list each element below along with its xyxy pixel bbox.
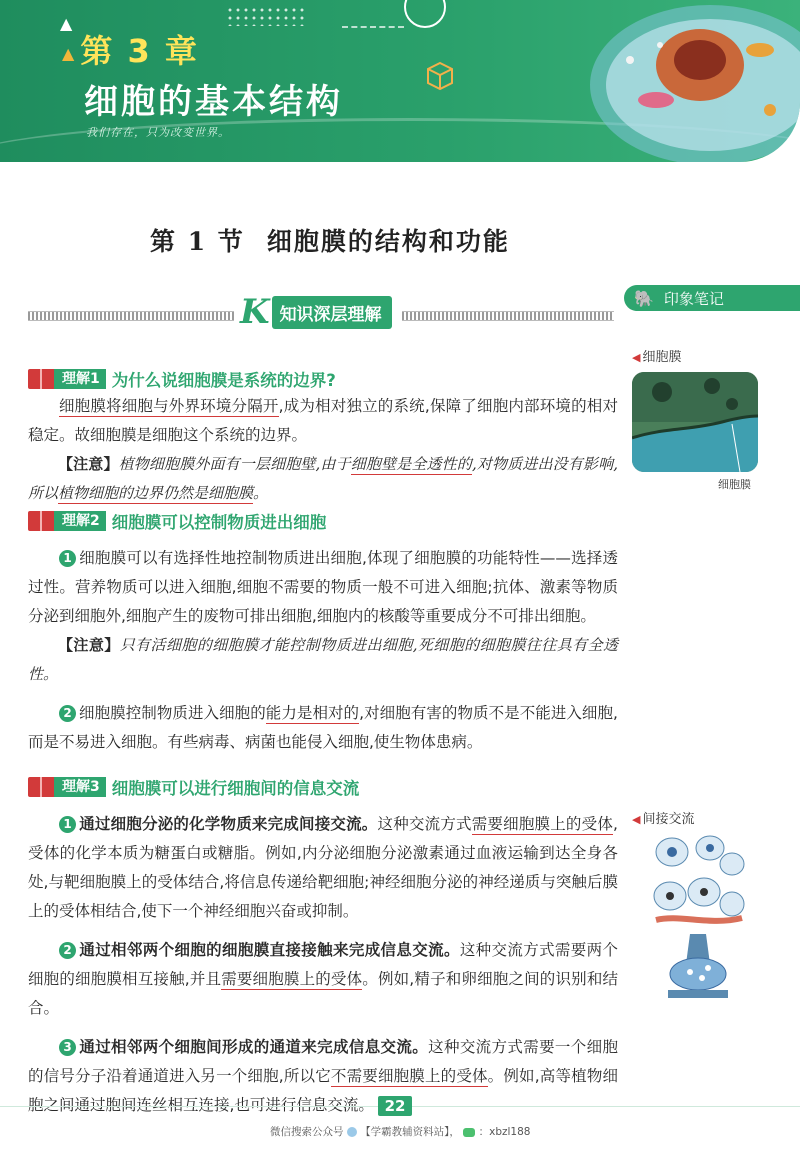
paragraph-text: ,受体的化学本质为糖蛋白或糖脂。例如,内分泌细胞分泌激素通过血液运输到达全身各处,与靶细胞膜上的受体结合,将信息传递给靶细胞;神经细胞分泌的神经递质与突触后膜上的受体相结合,使下一个神经细胞兴奋或抑制。: [28, 815, 618, 920]
section-number: 第 1 节: [150, 227, 245, 256]
note-paragraph: [28, 631, 618, 689]
point-body-3: [28, 810, 618, 1120]
point-header-1: [28, 366, 336, 392]
knowledge-letter: K: [240, 292, 270, 332]
paragraph-text: 。例如,精子和卵细胞之间的识别和结合。: [28, 970, 618, 1017]
bold-text: 通过相邻两个细胞的细胞膜直接接触来完成信息交流。: [79, 941, 460, 959]
dot-pattern: [226, 6, 306, 26]
point-title: 细胞膜可以进行细胞间的信息交流: [111, 779, 360, 798]
membrane-image: [632, 372, 758, 472]
knowledge-badge: [240, 294, 392, 330]
paragraph-text: ,成为相对独立的系统,保障了细胞内部环境的相对稳定。故细胞膜是细胞这个系统的边界。: [28, 397, 618, 444]
paragraph: [28, 544, 618, 631]
paragraph-text: 这种交流方式需要一个细胞的信号分子沿着通道进入另一个细胞,所以它: [28, 1038, 618, 1085]
membrane-micrograph: [632, 372, 758, 472]
sidebar-heading-text: 印象笔记: [663, 289, 724, 308]
watermark-text: ：xbzl188: [478, 1126, 531, 1138]
cube-icon: [424, 60, 456, 92]
note-text: 只有活细胞的细胞膜才能控制物质进出细胞,死细胞的细胞膜往往具有全透性。: [28, 636, 618, 683]
book-icon: [28, 777, 54, 797]
paragraph-text: 这种交流方式: [377, 815, 472, 833]
number-badge: 2: [59, 705, 76, 722]
point-tag: 理解2: [54, 511, 106, 531]
paragraph-text: 这种交流方式需要两个细胞的细胞膜相互接触,并且: [28, 941, 618, 988]
dashed-line: [342, 26, 404, 28]
paragraph: [28, 810, 618, 926]
pointer-icon: ◀: [632, 813, 641, 826]
info-icon: [347, 1127, 357, 1137]
note-label: 【注意】: [58, 455, 119, 473]
chat-icon: [463, 1128, 475, 1137]
bold-text: 通过细胞分泌的化学物质来完成间接交流。: [79, 815, 378, 833]
sidebar-label-text: 细胞膜: [642, 350, 682, 365]
underlined-text: 能力是相对的: [265, 704, 360, 722]
indirect-communication-diagram: [650, 834, 746, 1004]
note-text: 。: [253, 484, 269, 502]
sidebar-label-membrane: [632, 346, 681, 365]
membrane-caption: 细胞膜: [718, 478, 751, 491]
point-tag: 理解3: [54, 777, 106, 797]
sidebar-label-text: 间接交流: [642, 812, 695, 827]
knowledge-divider-left: [28, 311, 234, 321]
point-body-2: [28, 544, 618, 757]
point-title: 为什么说细胞膜是系统的边界?: [111, 371, 336, 390]
point-tag: 理解1: [54, 369, 106, 389]
paragraph: [28, 392, 618, 450]
triangle-icon: ▲: [60, 14, 73, 33]
underlined-text: 需要细胞膜上的受体: [221, 970, 363, 988]
chapter-banner: [0, 0, 800, 162]
note-text: 植物细胞膜外面有一层细胞壁,由于: [118, 455, 351, 473]
underlined-text: 需要细胞膜上的受体: [471, 815, 614, 833]
sidebar-label-indirect: [632, 808, 694, 827]
watermark-text: 【学霸教辅资料站】，: [360, 1126, 460, 1138]
number-badge: 1: [59, 816, 76, 833]
paragraph-text: 。例如,高等植物细胞之间通过胞间连丝相互连接,也可进行信息交流。: [28, 1067, 618, 1114]
page-number: 22: [378, 1096, 412, 1116]
number-badge: 3: [59, 1039, 76, 1056]
underlined-text: 不需要细胞膜上的受体: [330, 1067, 488, 1085]
book-icon: [28, 369, 54, 389]
chapter-motto: 我们存在，只为改变世界。: [86, 126, 230, 139]
number-badge: 1: [59, 550, 76, 567]
cell-illustration: [560, 0, 800, 162]
note-label: 【注意】: [58, 636, 120, 654]
underlined-text: 细胞壁是全透性的: [350, 455, 472, 473]
paragraph-text: 细胞膜控制物质进入细胞的: [79, 704, 266, 722]
note-paragraph: [28, 450, 618, 508]
chapter-number-text: 第 3 章: [80, 32, 199, 70]
sidebar-heading: [624, 285, 800, 311]
knowledge-label: 知识深层理解: [272, 296, 392, 329]
number-badge: 2: [59, 942, 76, 959]
paragraph-text: 细胞膜可以有选择性地控制物质进出细胞,体现了细胞膜的功能特性——选择透过性。营养物质可以进入细胞,细胞不需要的物质一般不可进入细胞;抗体、激素等物质分泌到细胞外,细胞产生的废物可排出细胞,细胞内的核酸等重要成分不可排出细胞。: [28, 549, 618, 625]
watermark: [270, 1124, 530, 1139]
underlined-text: 植物细胞的边界仍然是细胞膜: [58, 484, 254, 502]
knowledge-divider-right: [402, 311, 614, 321]
paragraph: [28, 936, 618, 1023]
underlined-text: 细胞膜将细胞与外界环境分隔开: [59, 397, 279, 415]
point-body-1: [28, 392, 618, 508]
point-header-2: [28, 508, 326, 534]
section-name: 细胞膜的结构和功能: [266, 227, 510, 256]
note-text: ,对物质进出没有影响,所以: [28, 455, 618, 502]
point-title: 细胞膜可以控制物质进出细胞: [111, 513, 327, 532]
watermark-text: 微信搜索公众号: [270, 1126, 344, 1138]
chapter-number: [62, 26, 199, 72]
point-header-3: [28, 774, 359, 800]
ring-icon: [404, 0, 446, 28]
section-title: [150, 222, 650, 258]
pointer-icon: ◀: [632, 351, 641, 364]
paragraph-text: ,对细胞有害的物质不是不能进入细胞,而是不易进入细胞。有些病毒、病菌也能侵入细胞,使生物体患病。: [28, 704, 618, 751]
chapter-triangle-icon: ▲: [62, 43, 77, 63]
paragraph: [28, 699, 618, 757]
chapter-title: 细胞的基本结构: [84, 82, 343, 122]
bold-text: 通过相邻两个细胞间形成的通道来完成信息交流。: [79, 1038, 429, 1056]
book-icon: [28, 511, 54, 531]
elephant-icon: 🐘: [634, 288, 654, 308]
